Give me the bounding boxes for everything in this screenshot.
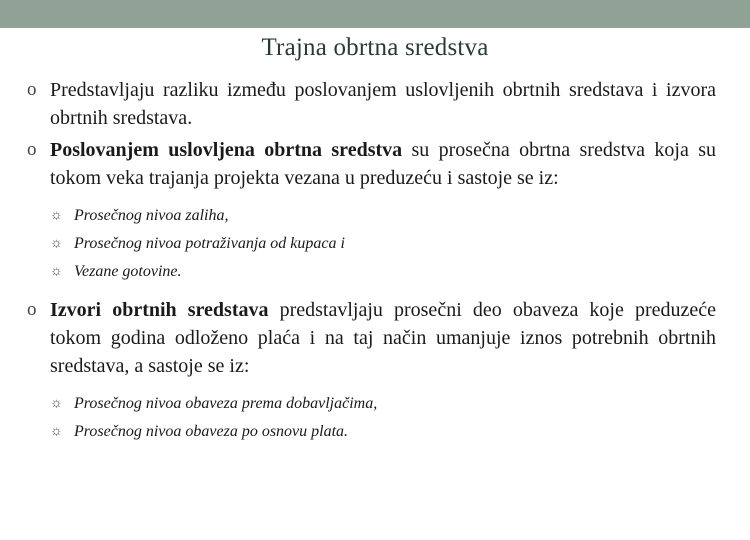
- sub-bullet-item: [26, 202, 716, 230]
- bullet-item: [26, 136, 716, 192]
- sub-bullet-text: Prosečnog nivoa obaveza prema dobavljačima,: [74, 395, 378, 412]
- sub-bullet-item: [26, 418, 716, 446]
- bullet-item: [26, 296, 716, 380]
- slide-title: Trajna obrtna sredstva: [261, 34, 489, 61]
- sub-bullet-text: Prosečnog nivoa obaveza po osnovu plata.: [74, 423, 349, 440]
- sub-bullet-text: Vezane gotovine.: [74, 263, 182, 280]
- top-decorative-bar: [0, 0, 750, 28]
- sun-bullet-icon: ☼: [50, 396, 63, 411]
- sub-bullet-text: Prosečnog nivoa potraživanja od kupaca i: [74, 235, 345, 252]
- bullet-bold-text: Poslovanjem uslovljena obrtna sredstva: [50, 139, 403, 161]
- bullet-text: su prosečna obrtna sredstva koja su tokom veka trajanja projekta vezana u preduzeću i sastoje se iz:: [50, 139, 716, 189]
- sub-bullet-text: Prosečnog nivoa zaliha,: [74, 207, 229, 224]
- bullet-bold-text: Izvori obrtnih sredstava: [50, 299, 269, 321]
- bullet-item: [26, 76, 716, 132]
- sub-bullet-item: [26, 258, 716, 286]
- sun-bullet-icon: ☼: [50, 264, 63, 279]
- sub-bullet-item: [26, 230, 716, 258]
- sun-bullet-icon: ☼: [50, 208, 63, 223]
- sun-bullet-icon: ☼: [50, 236, 63, 251]
- bullet-text: Predstavljaju razliku između poslovanjem uslovljenih obrtnih sredstava i izvora obrtnih sredstava.: [50, 79, 716, 129]
- slide-content: [26, 76, 716, 446]
- circle-bullet-icon: o: [27, 299, 37, 320]
- circle-bullet-icon: o: [27, 139, 37, 160]
- bullet-text: predstavljaju prosečni deo obaveza koje preduzeće tokom godina odloženo plaća i na taj način umanjuje iznos potrebnih obrtnih sredstava, a sastoje se iz:: [50, 299, 716, 377]
- sun-bullet-icon: ☼: [50, 424, 63, 439]
- sub-bullet-item: [26, 390, 716, 418]
- circle-bullet-icon: o: [27, 79, 37, 100]
